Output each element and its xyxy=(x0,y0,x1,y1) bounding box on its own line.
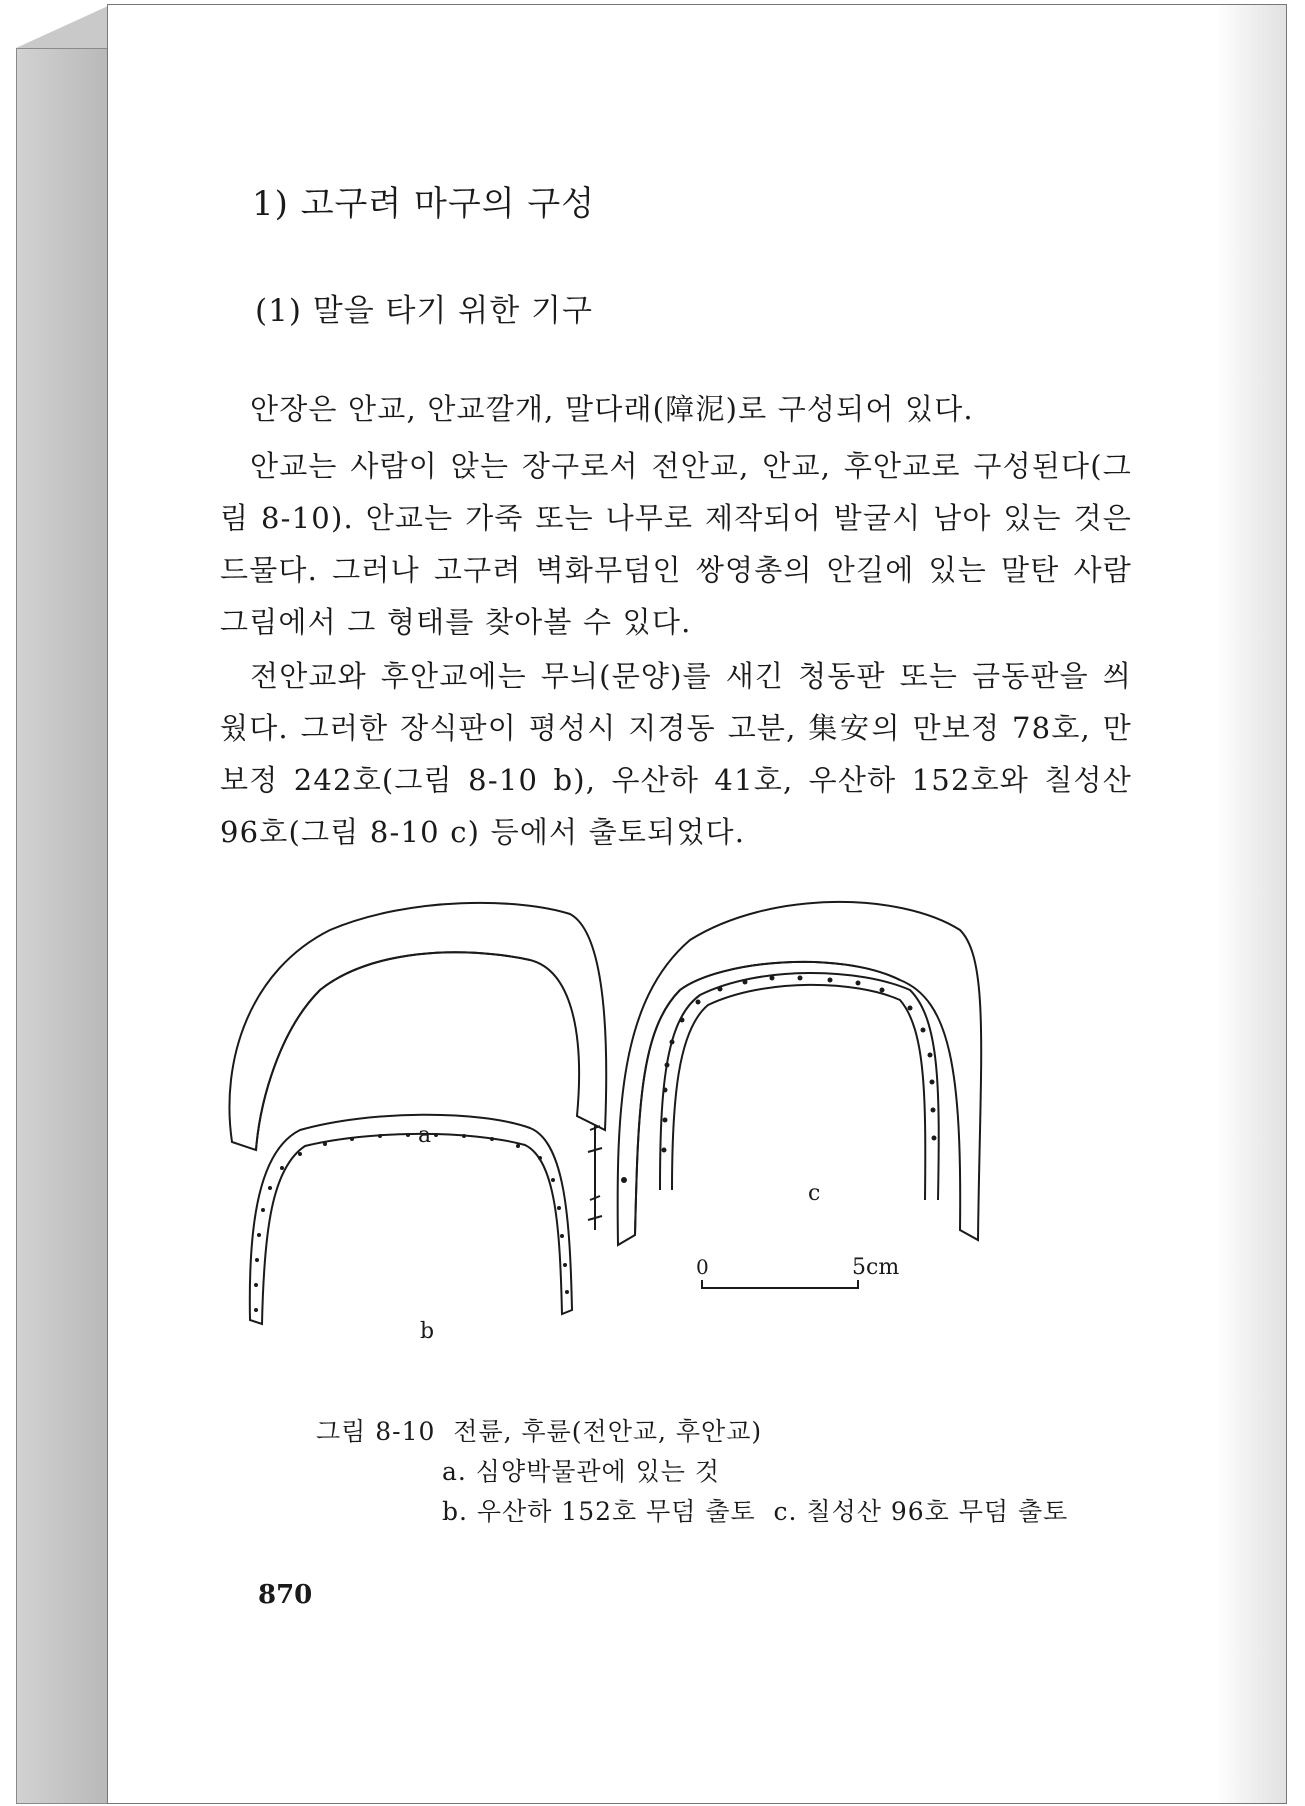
book-spine-top xyxy=(16,6,108,48)
caption-line-bc: b. 우산하 152호 무덤 출토 c. 칠성산 96호 무덤 출토 xyxy=(442,1497,1069,1526)
figure-label-c: c xyxy=(808,1181,821,1206)
caption-line-a: a. 심양박물관에 있는 것 xyxy=(442,1457,721,1486)
section-heading: 1) 고구려 마구의 구성 xyxy=(252,184,596,224)
page-edge-shading xyxy=(1216,5,1286,1803)
figure-label-b: b xyxy=(420,1319,435,1344)
scale-bar xyxy=(702,1280,858,1288)
saddle-bow-drawing-c xyxy=(618,902,982,1245)
book-spine xyxy=(16,48,108,1804)
page-number: 870 xyxy=(258,1580,313,1610)
saddle-bow-drawing-a xyxy=(229,903,606,1150)
section-subheading: (1) 말을 타기 위한 기구 xyxy=(255,293,593,329)
paragraph-1: 안장은 안교, 안교깔개, 말다래(障泥)로 구성되어 있다. xyxy=(250,392,974,426)
paragraph-2: 안교는 사람이 앉는 장구로서 전안교, 안교, 후안교로 구성된다(그림 8-10). 안교는 가죽 또는 나무로 제작되어 발굴시 남아 있는 것은 드물다. 그러나 고구려 벽화무덤인 쌍영총의 안길에 있는 말탄 사람 그림에서 그 형태를 찾아볼 수 있다. xyxy=(220,449,1132,639)
scale-zero-label: 0 xyxy=(696,1255,709,1279)
caption-title: 그림 8-10 전륜, 후륜(전안교, 후안교) xyxy=(316,1417,763,1446)
figure-8-10 xyxy=(220,890,1160,1390)
figure-label-a: a xyxy=(418,1123,432,1148)
figure-caption xyxy=(316,1412,1068,1532)
scale-max-label: 5cm xyxy=(852,1255,900,1280)
saddle-bow-drawing-b xyxy=(250,1115,572,1324)
paragraph-3: 전안교와 후안교에는 무늬(문양)를 새긴 청동판 또는 금동판을 씌웠다. 그러한 장식판이 평성시 지경동 고분, 集安의 만보정 78호, 만보정 242호(그림 8-10 b), 우산하 41호, 우산하 152호와 칠성산 96호(그림 8-10 c) 등에서 출토되었다. xyxy=(220,659,1132,849)
profile-section-drawing xyxy=(588,1125,602,1230)
